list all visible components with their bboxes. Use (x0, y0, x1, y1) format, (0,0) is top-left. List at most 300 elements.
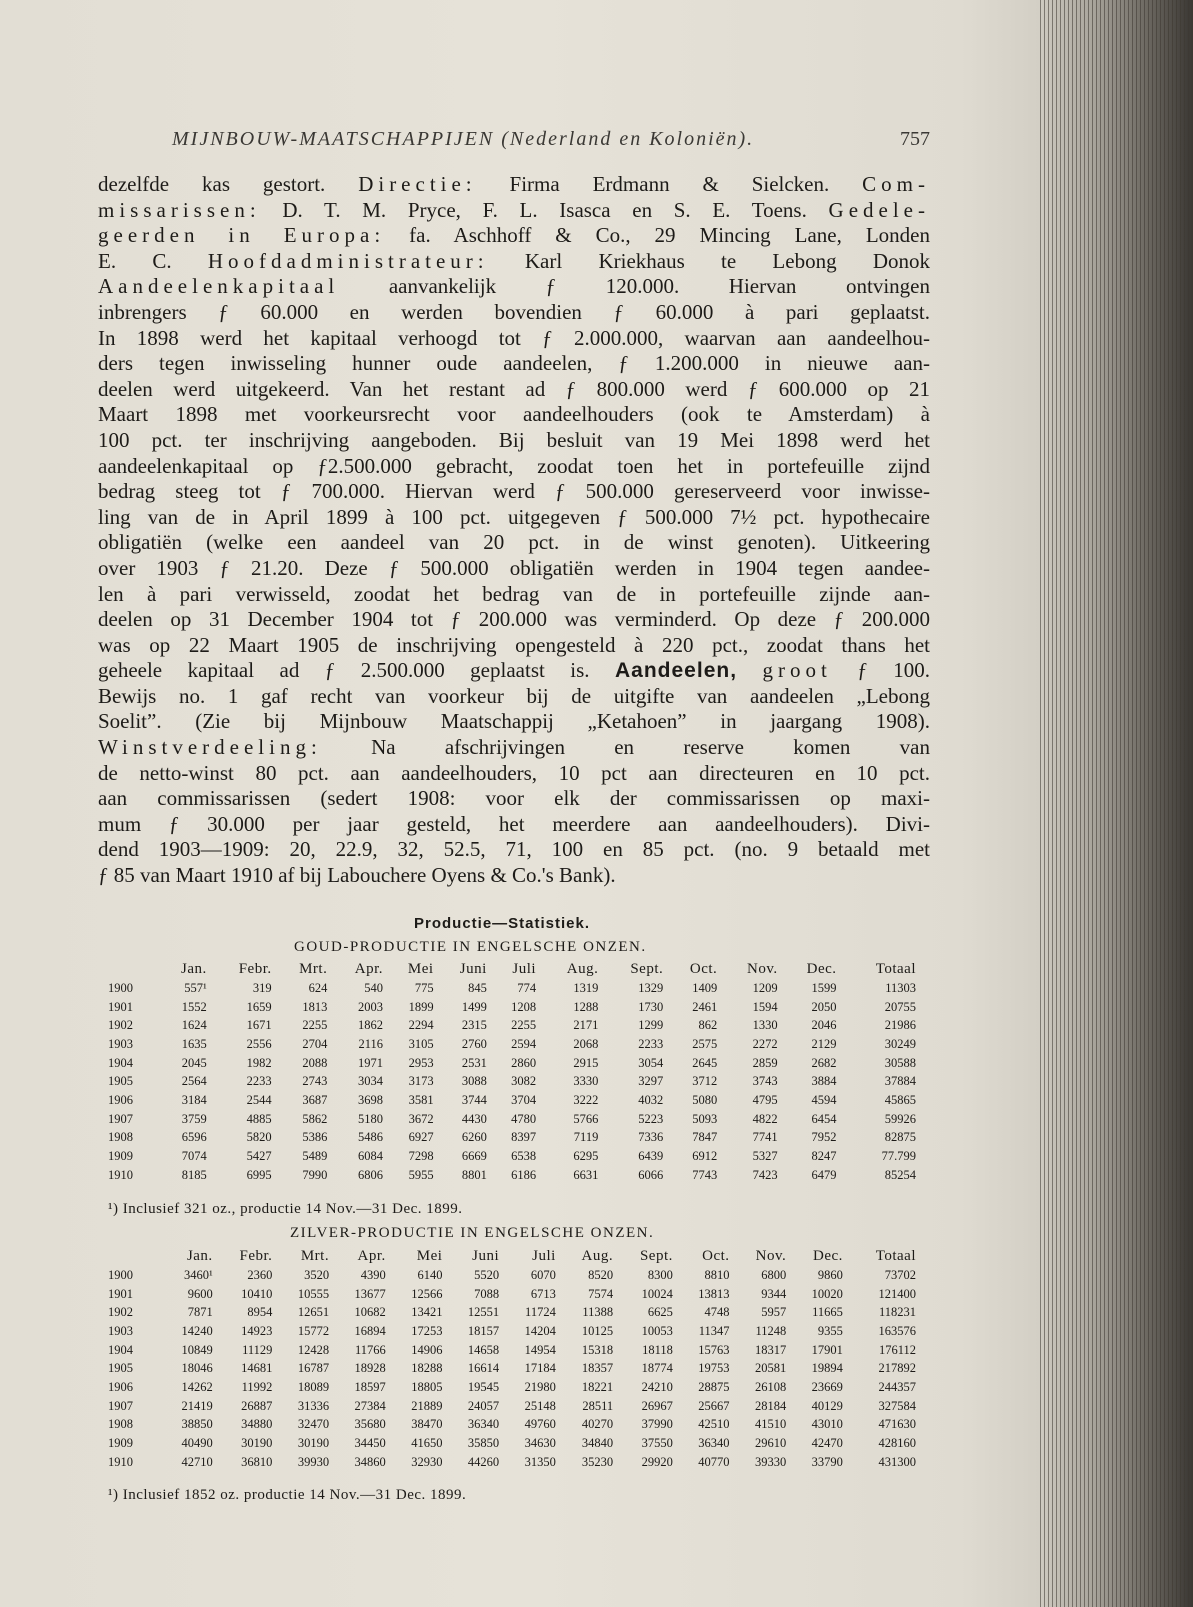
text-run: obligatiën (welke een aandeel van 20 pct. in de winst genoten). Uitkeering (98, 530, 930, 555)
column-header: Juni (459, 961, 487, 977)
value-cell: 11129 (242, 1342, 273, 1357)
value-cell: 2050 (811, 999, 837, 1014)
page-number: 757 (900, 128, 930, 150)
value-cell: 7871 (187, 1305, 213, 1320)
value-cell: 2294 (408, 1018, 434, 1033)
value-cell: 845 (468, 980, 487, 995)
value-cell: 540 (364, 980, 383, 995)
value-cell: 2461 (692, 999, 718, 1014)
value-cell: 7336 (638, 1130, 664, 1145)
value-cell: 6538 (511, 1149, 537, 1164)
value-cell: 1671 (246, 1018, 272, 1033)
text-run: ƒ 100. (831, 658, 930, 683)
column-header: Totaal (875, 961, 916, 977)
value-cell: 2233 (246, 1074, 272, 1089)
value-cell: 23669 (811, 1379, 843, 1394)
text-line (98, 223, 930, 249)
value-cell: 2564 (181, 1074, 207, 1089)
text-line (98, 786, 930, 812)
table-row (108, 1434, 916, 1453)
value-cell: 11992 (241, 1379, 273, 1394)
column-header: Aug. (566, 961, 599, 977)
value-cell: 15763 (698, 1342, 730, 1357)
value-cell: 2704 (302, 1036, 328, 1051)
value-cell: 8810 (704, 1267, 730, 1282)
running-header-title: MIJNBOUW-MAATSCHAPPIJEN (Nederland en Koloniën). (172, 128, 755, 150)
value-cell: 10024 (641, 1286, 673, 1301)
value-cell: 44260 (467, 1454, 500, 1469)
gold-table-title: GOUD-PRODUCTIE IN ENGELSCHE ONZEN. (294, 939, 647, 955)
value-cell: 5180 (357, 1111, 383, 1126)
bold-heading: Aandeelen, (615, 659, 738, 683)
value-cell: 13813 (698, 1286, 730, 1301)
value-cell: 21986 (884, 1018, 916, 1033)
column-header: Oct. (689, 961, 718, 977)
value-cell: 12566 (411, 1286, 443, 1301)
value-cell: 5223 (638, 1111, 664, 1126)
text-line (98, 300, 930, 326)
value-cell: 18089 (297, 1379, 330, 1394)
value-cell: 2645 (692, 1055, 718, 1070)
table-row (108, 1129, 916, 1148)
text-line (98, 428, 930, 454)
value-cell: 7952 (811, 1130, 837, 1145)
value-cell: 37990 (641, 1417, 673, 1432)
text-run: Maart 1898 met voorkeursrecht voor aandeelhouders (ook te Amsterdam) à (98, 402, 930, 427)
value-cell: 3222 (573, 1092, 599, 1107)
value-cell: 244357 (878, 1379, 916, 1394)
column-header: Dec. (813, 1248, 843, 1264)
value-cell: 3105 (408, 1036, 434, 1051)
column-header: Mrt. (300, 1248, 330, 1264)
value-cell: 77.799 (881, 1149, 916, 1164)
value-cell: 9344 (761, 1286, 787, 1301)
value-cell: 3184 (181, 1092, 207, 1107)
value-cell: 43010 (811, 1417, 843, 1432)
value-cell: 3698 (357, 1092, 383, 1107)
text-run: Bewijs no. 1 gaf recht van voorkeur bij de uitgifte van aandeelen „Lebong (98, 683, 930, 708)
table-header-row (108, 1247, 916, 1266)
value-cell: 14923 (241, 1323, 273, 1338)
value-cell: 6260 (461, 1130, 487, 1145)
value-cell: 36340 (698, 1436, 730, 1451)
value-cell: 7423 (752, 1167, 778, 1182)
year-cell: 1903 (108, 1323, 133, 1338)
text-run: over 1903 ƒ 21.20. Deze ƒ 500.000 obligatiën werden in 1904 tegen aandee- (98, 555, 930, 580)
value-cell: 327584 (878, 1398, 916, 1413)
column-header: Juli (532, 1248, 556, 1264)
table-header-row (108, 960, 916, 979)
text-run: Soelit”. (Zie bij Mijnbouw Maatschappij „Ketahoen” in jaargang 1908). (98, 709, 930, 734)
table-row (108, 1054, 916, 1073)
value-cell: 8801 (461, 1167, 487, 1182)
value-cell: 34880 (241, 1417, 273, 1432)
value-cell: 2360 (247, 1267, 273, 1282)
value-cell: 2255 (302, 1018, 328, 1033)
column-header: Juni (472, 1248, 500, 1264)
value-cell: 4885 (246, 1111, 272, 1126)
value-cell: 1330 (752, 1018, 778, 1033)
value-cell: 1329 (638, 980, 664, 995)
value-cell: 8397 (511, 1130, 537, 1145)
value-cell: 16894 (354, 1323, 386, 1338)
spaced-heading: Aandeelenkapitaal (98, 274, 340, 299)
table-row (108, 1072, 916, 1091)
table-row (108, 1378, 916, 1397)
value-cell: 42470 (811, 1436, 843, 1451)
table-row (108, 1341, 916, 1360)
value-cell: 73702 (884, 1267, 916, 1282)
year-cell: 1904 (108, 1055, 133, 1070)
column-header: Febr. (239, 1248, 273, 1264)
value-cell: 8954 (247, 1305, 273, 1320)
value-cell: 6295 (573, 1149, 599, 1164)
value-cell: 20581 (754, 1361, 787, 1376)
text-line (98, 812, 930, 838)
value-cell: 118231 (878, 1305, 916, 1320)
value-cell: 10682 (354, 1305, 386, 1320)
value-cell: 10410 (241, 1286, 273, 1301)
table-row (108, 1397, 916, 1416)
value-cell: 9355 (817, 1323, 843, 1338)
value-cell: 4822 (752, 1111, 778, 1126)
value-cell: 2575 (692, 1036, 718, 1051)
text-run: was op 22 Maart 1905 de inschrijving opengesteld à 220 pct., zoodat thans het (98, 632, 930, 657)
value-cell: 2859 (752, 1055, 778, 1070)
value-cell: 14658 (467, 1342, 500, 1357)
value-cell: 10125 (581, 1323, 614, 1338)
value-cell: 1659 (246, 999, 272, 1014)
text-line (98, 351, 930, 377)
text-line (98, 761, 930, 787)
text-run: aan commissarissen (sedert 1908: voor elk der commissarissen op maxi- (98, 786, 930, 811)
value-cell: 41650 (411, 1436, 443, 1451)
value-cell: 14240 (181, 1323, 213, 1338)
value-cell: 774 (517, 980, 537, 995)
value-cell: 14681 (241, 1361, 273, 1376)
value-cell: 3704 (511, 1092, 537, 1107)
value-cell: 2116 (358, 1036, 383, 1051)
table-row (108, 1110, 916, 1129)
year-cell: 1907 (108, 1398, 133, 1413)
value-cell: 3088 (461, 1074, 487, 1089)
text-run: Firma Erdmann & Sielcken. (476, 172, 863, 196)
text-line (98, 556, 930, 582)
value-cell: 14906 (411, 1342, 443, 1357)
text-line (98, 172, 930, 198)
value-cell: 18157 (467, 1323, 500, 1338)
value-cell: 11248 (755, 1323, 787, 1338)
value-cell: 12651 (297, 1305, 330, 1320)
value-cell: 3297 (638, 1074, 664, 1089)
value-cell: 25667 (698, 1398, 730, 1413)
value-cell: 8520 (588, 1267, 614, 1282)
value-cell: 217892 (878, 1361, 916, 1376)
gold-production-table (108, 960, 916, 1185)
text-run: deelen werd uitgekeerd. Van het restant ad ƒ 800.000 werd ƒ 600.000 op 21 (98, 376, 930, 401)
value-cell: 1208 (511, 999, 537, 1014)
value-cell: 7119 (573, 1130, 599, 1145)
year-cell: 1910 (108, 1454, 133, 1469)
value-cell: 42710 (181, 1454, 213, 1469)
column-header: Mei (407, 961, 434, 977)
value-cell: 2743 (302, 1074, 328, 1089)
column-header: Totaal (875, 1248, 916, 1264)
table-row (108, 979, 916, 998)
year-cell: 1900 (108, 1267, 133, 1282)
value-cell: 11724 (525, 1305, 556, 1320)
value-cell: 3581 (408, 1092, 434, 1107)
value-cell: 18221 (581, 1379, 614, 1394)
column-header: Mei (416, 1248, 443, 1264)
value-cell: 14954 (524, 1342, 556, 1357)
value-cell: 5955 (408, 1167, 434, 1182)
value-cell: 2760 (461, 1036, 487, 1051)
value-cell: 40770 (698, 1454, 730, 1469)
text-run: len à pari verwisseld, zoodat het bedrag van de in portefeuille zijnde aan- (98, 581, 930, 606)
value-cell: 3173 (408, 1074, 434, 1089)
value-cell: 1624 (181, 1018, 207, 1033)
value-cell: 1899 (408, 999, 434, 1014)
value-cell: 2682 (811, 1055, 837, 1070)
table-row (108, 1035, 916, 1054)
value-cell: 18317 (754, 1342, 787, 1357)
value-cell: 14204 (524, 1323, 556, 1338)
value-cell: 471630 (878, 1417, 916, 1432)
value-cell: 19894 (811, 1361, 843, 1376)
value-cell: 6140 (417, 1267, 443, 1282)
text-run: E. C. (98, 248, 208, 273)
value-cell: 11388 (582, 1305, 614, 1320)
text-run: aanvankelijk ƒ 120.000. Hiervan ontvingen (339, 274, 930, 299)
text-line (98, 735, 930, 761)
value-cell: 31336 (297, 1398, 330, 1413)
value-cell: 2556 (246, 1036, 272, 1051)
text-line (98, 326, 930, 352)
value-cell: 18805 (411, 1379, 443, 1394)
value-cell: 41510 (754, 1417, 787, 1432)
value-cell: 7074 (181, 1149, 207, 1164)
value-cell: 7088 (474, 1286, 500, 1301)
table-row (108, 998, 916, 1017)
value-cell: 29610 (754, 1436, 787, 1451)
value-cell: 6800 (761, 1267, 787, 1282)
text-line (98, 837, 930, 863)
year-header (108, 1247, 156, 1266)
text-line (98, 505, 930, 531)
value-cell: 5386 (302, 1130, 328, 1145)
value-cell: 35680 (354, 1417, 386, 1432)
value-cell: 82875 (884, 1130, 916, 1145)
value-cell: 6625 (647, 1305, 673, 1320)
value-cell: 6912 (692, 1149, 718, 1164)
text-run: Na afschrijvingen en reserve komen van (321, 735, 930, 760)
value-cell: 33790 (811, 1454, 843, 1469)
value-cell: 16614 (467, 1361, 500, 1376)
value-cell: 18118 (642, 1342, 673, 1357)
text-run: de netto-winst 80 pct. aan aandeelhouders, 10 pct aan directeuren en 10 pct. (98, 760, 930, 785)
text-run: geheele kapitaal ad ƒ 2.500.000 geplaatst is. (98, 658, 615, 683)
value-cell: 38850 (181, 1417, 213, 1432)
value-cell: 45865 (884, 1092, 916, 1107)
column-header: Sept. (639, 1248, 673, 1264)
value-cell: 6995 (246, 1167, 272, 1182)
table-row (108, 1303, 916, 1322)
value-cell: 15772 (297, 1323, 330, 1338)
value-cell: 3712 (692, 1074, 718, 1089)
value-cell: 4748 (704, 1305, 730, 1320)
value-cell: 2003 (357, 999, 383, 1014)
text-line (98, 582, 930, 608)
text-line (98, 402, 930, 428)
text-run (737, 658, 762, 682)
spaced-heading: Directie: (358, 172, 477, 196)
value-cell: 26967 (641, 1398, 673, 1413)
text-run: deelen op 31 December 1904 tot ƒ 200.000 was verminderd. Op deze ƒ 200.000 (98, 607, 930, 632)
value-cell: 11766 (354, 1342, 386, 1357)
table-row (108, 1359, 916, 1378)
value-cell: 3687 (302, 1092, 328, 1107)
value-cell: 1209 (752, 980, 778, 995)
value-cell: 3330 (573, 1074, 599, 1089)
value-cell: 7847 (692, 1130, 718, 1145)
value-cell: 5520 (474, 1267, 500, 1282)
year-cell: 1902 (108, 1305, 133, 1320)
text-run: fa. Aschhoff & Co., 29 Mincing Lane, Londen (385, 223, 930, 248)
value-cell: 12551 (467, 1305, 500, 1320)
value-cell: 3054 (638, 1055, 664, 1070)
gold-footnote: ¹) Inclusief 321 oz., productie 14 Nov.—31 Dec. 1899. (108, 1201, 463, 1217)
text-line (98, 863, 930, 889)
value-cell: 10053 (641, 1323, 673, 1338)
value-cell: 6454 (811, 1111, 837, 1126)
year-cell: 1904 (108, 1342, 133, 1357)
article-body (98, 172, 930, 889)
value-cell: 34860 (354, 1454, 386, 1469)
value-cell: 30190 (297, 1436, 330, 1451)
text-run: mum ƒ 30.000 per jaar gesteld, het meerdere aan aandeelhouders). Divi- (98, 811, 930, 836)
value-cell: 38470 (411, 1417, 443, 1432)
spaced-heading: Hoofdadministrateur: (207, 248, 489, 273)
year-cell: 1903 (108, 1036, 133, 1051)
column-header: Apr. (357, 1248, 386, 1264)
text-line (98, 274, 930, 300)
value-cell: 11347 (698, 1323, 730, 1338)
value-cell: 1594 (752, 999, 778, 1014)
value-cell: 3672 (408, 1111, 434, 1126)
value-cell: 26108 (754, 1379, 787, 1394)
year-cell: 1908 (108, 1417, 133, 1432)
value-cell: 5486 (357, 1130, 383, 1145)
spaced-heading: Com- (862, 172, 930, 196)
table-row (108, 1453, 916, 1472)
year-cell: 1907 (108, 1111, 133, 1126)
value-cell: 13421 (411, 1305, 443, 1320)
value-cell: 18597 (354, 1379, 386, 1394)
year-cell: 1905 (108, 1361, 133, 1376)
value-cell: 7574 (588, 1286, 614, 1301)
value-cell: 4795 (752, 1092, 778, 1107)
value-cell: 13677 (354, 1286, 386, 1301)
value-cell: 163576 (878, 1323, 916, 1338)
value-cell: 18357 (581, 1361, 614, 1376)
year-cell: 1900 (108, 980, 133, 995)
column-header: Mrt. (299, 961, 328, 977)
spaced-heading: groot (762, 658, 832, 683)
value-cell: 30249 (884, 1036, 916, 1051)
table-row (108, 1322, 916, 1341)
year-cell: 1906 (108, 1092, 133, 1107)
text-line (98, 249, 930, 275)
value-cell: 8185 (181, 1167, 207, 1182)
year-cell: 1906 (108, 1379, 133, 1394)
value-cell: 28875 (698, 1379, 730, 1394)
value-cell: 40129 (811, 1398, 843, 1413)
value-cell: 11665 (812, 1305, 843, 1320)
value-cell: 32470 (297, 1417, 330, 1432)
value-cell: 5327 (752, 1149, 778, 1164)
value-cell: 30588 (884, 1055, 916, 1070)
column-header: Apr. (354, 961, 383, 977)
value-cell: 4780 (511, 1111, 537, 1126)
value-cell: 28184 (754, 1398, 787, 1413)
text-run: aandeelenkapitaal op ƒ2.500.000 gebracht, zoodat toen het in portefeuille zijnd (98, 453, 930, 478)
value-cell: 36810 (241, 1454, 273, 1469)
value-cell: 2129 (811, 1036, 837, 1051)
value-cell: 1635 (181, 1036, 207, 1051)
value-cell: 1971 (357, 1055, 383, 1070)
table-row (108, 1416, 916, 1435)
text-run: ƒ 85 van Maart 1910 af bij Labouchere Oyens & Co.'s Bank). (98, 863, 616, 888)
value-cell: 24210 (641, 1379, 673, 1394)
value-cell: 3744 (461, 1092, 487, 1107)
value-cell: 27384 (354, 1398, 386, 1413)
value-cell: 12428 (297, 1342, 330, 1357)
year-cell: 1910 (108, 1167, 133, 1182)
year-cell: 1901 (108, 999, 133, 1014)
value-cell: 2171 (573, 1018, 599, 1033)
table-row (108, 1266, 916, 1285)
text-line (98, 198, 930, 224)
value-cell: 4032 (638, 1092, 664, 1107)
value-cell: 1299 (638, 1018, 664, 1033)
table-row (108, 1091, 916, 1110)
year-cell: 1908 (108, 1130, 133, 1145)
column-header: Aug. (581, 1248, 614, 1264)
text-run: D. T. M. Pryce, F. L. Isasca en S. E. Toens. (260, 197, 829, 222)
value-cell: 1862 (357, 1018, 383, 1033)
value-cell: 25148 (524, 1398, 556, 1413)
value-cell: 5862 (302, 1111, 328, 1126)
value-cell: 29920 (641, 1454, 673, 1469)
value-cell: 6596 (181, 1130, 207, 1145)
value-cell: 121400 (878, 1286, 916, 1301)
spaced-heading: missarissen: (98, 197, 261, 222)
value-cell: 862 (698, 1018, 718, 1033)
silver-production-table (108, 1247, 916, 1472)
column-header: Nov. (747, 961, 778, 977)
value-cell: 5093 (692, 1111, 718, 1126)
year-cell: 1905 (108, 1074, 133, 1089)
value-cell: 14262 (181, 1379, 213, 1394)
value-cell: 9600 (187, 1286, 213, 1301)
value-cell: 4390 (360, 1267, 386, 1282)
value-cell: 7741 (752, 1130, 778, 1145)
value-cell: 3460¹ (183, 1267, 213, 1282)
value-cell: 7990 (302, 1167, 328, 1182)
value-cell: 6439 (638, 1149, 664, 1164)
value-cell: 26887 (241, 1398, 273, 1413)
